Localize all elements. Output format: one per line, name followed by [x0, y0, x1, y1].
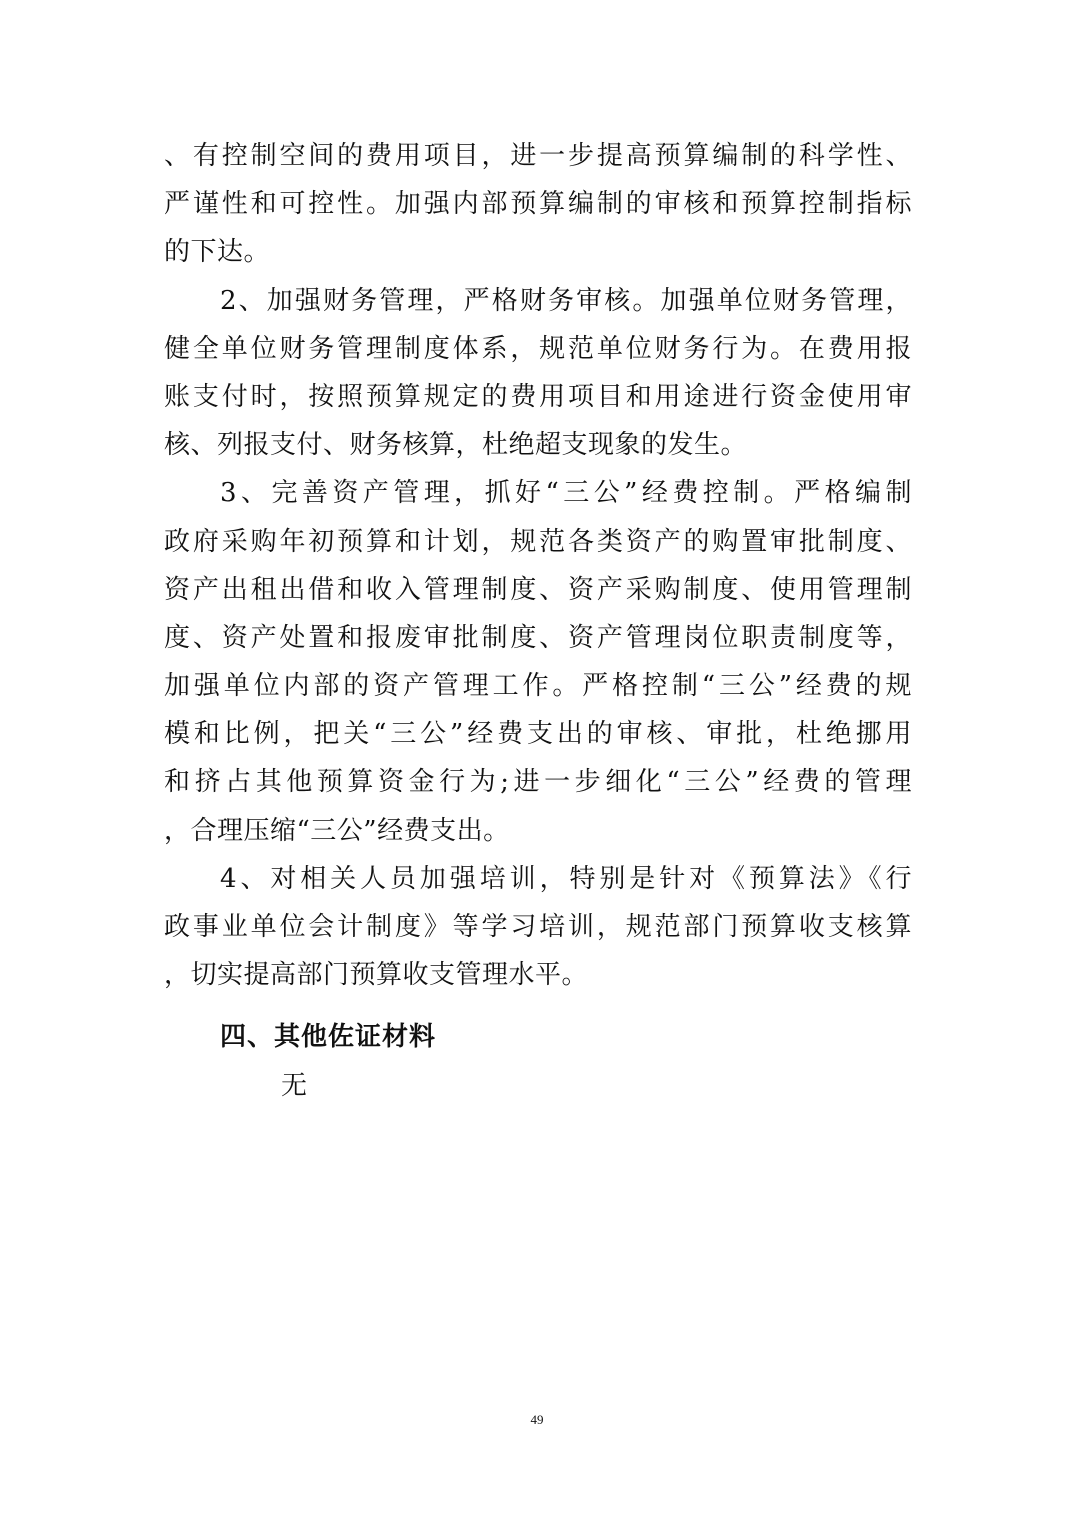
paragraph-line: 2、加强财务管理，严格财务审核。加强单位财务管理，	[220, 285, 912, 316]
paragraph-line: 严谨性和可控性。加强内部预算编制的审核和预算控制指标	[164, 189, 912, 220]
section-content: 无	[281, 1071, 308, 1101]
paragraph-line: 、有控制空间的费用项目，进一步提高预算编制的科学性、	[164, 141, 912, 171]
paragraph-line: 政事业单位会计制度》等学习培训，规范部门预算收支核算	[164, 912, 912, 942]
body-text	[164, 132, 912, 999]
paragraph-line: 政府采购年初预算和计划，规范各类资产的购置审批制度、	[164, 526, 912, 557]
page-number: 49	[530, 1412, 544, 1427]
paragraph-line: 4、对相关人员加强培训，特别是针对《预算法》《行	[220, 863, 912, 894]
paragraph-line: 和挤占其他预算资金行为;进一步细化“三公”经费的管理	[164, 767, 912, 798]
paragraph-line: 账支付时，按照预算规定的费用项目和用途进行资金使用审	[164, 381, 912, 412]
paragraph-line: 度、资产处置和报废审批制度、资产管理岗位职责制度等，	[164, 622, 912, 653]
paragraph-line: 3、完善资产管理，抓好“三公”经费控制。严格编制	[220, 478, 912, 509]
paragraph-line: 模和比例，把关“三公”经费支出的审核、审批，杜绝挪用	[164, 719, 912, 750]
section-heading: 四、其他佐证材料	[220, 1022, 437, 1052]
paragraph-line: ，切实提高部门预算收支管理水平。	[164, 960, 589, 991]
paragraph-line: 加强单位内部的资产管理工作。严格控制“三公”经费的规	[164, 671, 912, 702]
paragraph-line: 资产出租出借和收入管理制度、资产采购制度、使用管理制	[164, 574, 912, 605]
paragraph-line: ，合理压缩“三公”经费支出。	[164, 815, 510, 846]
paragraph-line: 核、列报支付、财务核算，杜绝超支现象的发生。	[164, 430, 748, 461]
paragraph-line: 的下达。	[164, 237, 271, 268]
paragraph-line: 健全单位财务管理制度体系，规范单位财务行为。在费用报	[164, 333, 912, 364]
